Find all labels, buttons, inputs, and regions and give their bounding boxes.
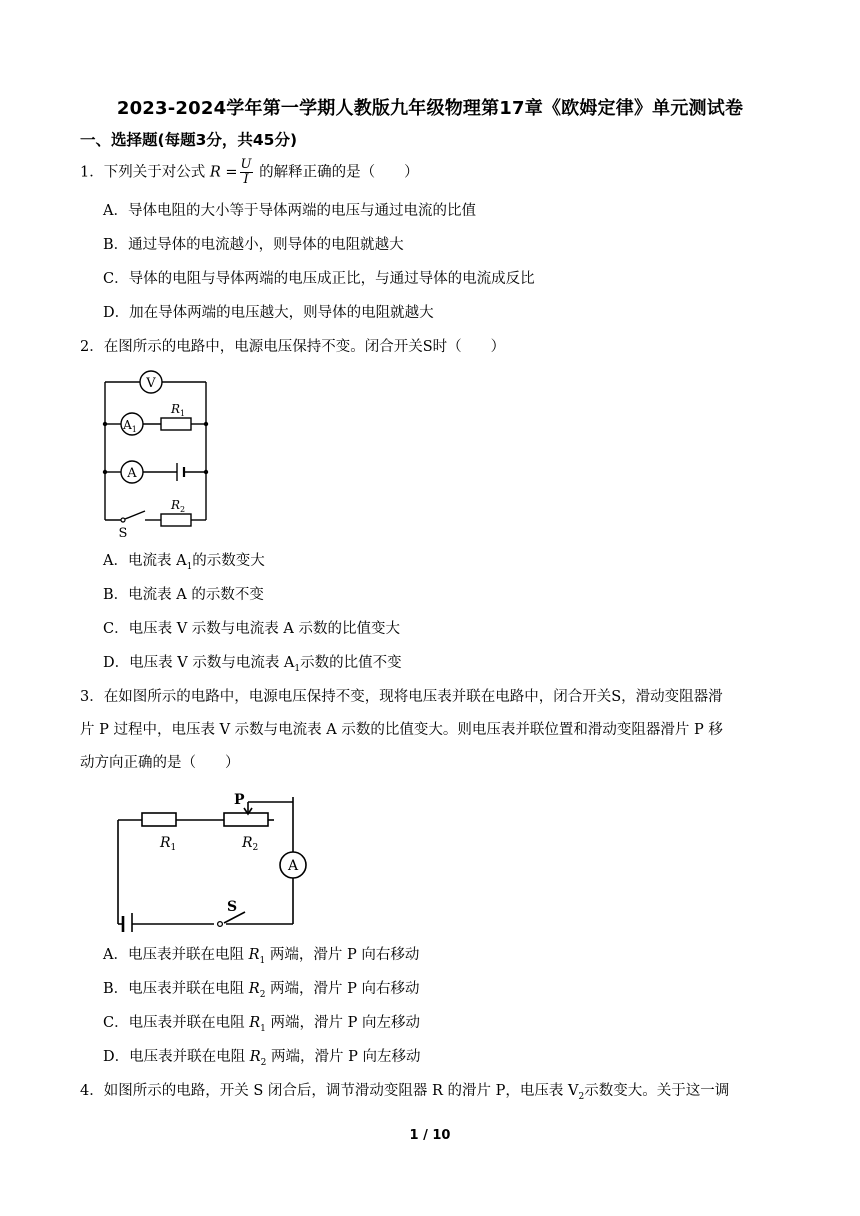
formula-fraction <box>240 158 253 187</box>
switch-s-icon <box>125 511 145 519</box>
switch-s-label: S <box>118 526 128 541</box>
question-3-option-a: A．电压表并联在电阻 $R_1$ 两端，滑片 P 向右移动 <box>103 947 420 966</box>
question-2-circuit-diagram <box>95 366 220 544</box>
question-1-option-a: A．导体电阻的大小等于导体两端的电压与通过电流的比值 <box>103 203 476 219</box>
question-2-option-a: A．电流表 $A_1$的示数变大 <box>103 553 265 572</box>
section-heading: 一、选择题(每题3分，共45分) <box>80 131 298 149</box>
formula-numerator: U <box>240 157 252 172</box>
question-3-option-d: D．电压表并联在电阻 $R_2$ 两端，滑片 P 向左移动 <box>103 1049 421 1068</box>
slider-p-label: P <box>234 792 245 808</box>
question-2-option-c: C．电压表 V 示数与电流表 A 示数的比值变大 <box>103 621 400 637</box>
question-2-option-d: D．电压表 V 示数与电流表 $A_1$示数的比值不变 <box>103 655 402 674</box>
voltmeter-label: V <box>146 376 156 391</box>
question-2-option-b: B．电流表 A 的示数不变 <box>103 587 264 603</box>
question-3-stem-line-1: 3．在如图所示的电路中，电源电压保持不变，现将电压表并联在电路中，闭合开关S，滑动变阻器滑 <box>80 689 723 705</box>
resistor-r1-icon <box>161 418 191 430</box>
question-1-option-d: D．加在导体两端的电压越大，则导体的电阻就越大 <box>103 305 434 321</box>
question-3-stem-line-3: 动方向正确的是（ ） <box>80 755 240 771</box>
ammeter-label: A <box>287 858 299 874</box>
question-4-stem: 4．如图所示的电路，开关 S 闭合后，调节滑动变阻器 R 的滑片 P，电压表 $V_2$示数变大。关于这一调 <box>80 1083 730 1102</box>
ammeter-a1-label: $A_1$ <box>123 418 137 434</box>
question-1-option-c: C．导体的电阻与导体两端的电压成正比，与通过导体的电流成反比 <box>103 271 535 287</box>
resistor-r1-label: $R_1$ <box>171 402 186 418</box>
page-title: 2023-2024学年第一学期人教版九年级物理第17章《欧姆定律》单元测试卷 <box>116 98 744 119</box>
formula-denominator: I <box>243 172 249 187</box>
resistor-r2-label: $R_2$ <box>171 498 186 514</box>
rheostat-r2-icon <box>224 813 268 826</box>
question-3-option-b: B．电压表并联在电阻 $R_2$ 两端，滑片 P 向右移动 <box>103 981 420 1000</box>
switch-s-label: S <box>227 899 238 915</box>
formula-lhs: R = <box>209 164 238 181</box>
page-number: 1 / 10 <box>409 1128 451 1143</box>
question-1-stem: 1．下列关于对公式 R = $\frac{U}{I}$ 的解释正确的是（ ） <box>80 157 419 187</box>
question-3-circuit-diagram <box>110 792 310 932</box>
rheostat-r2-label: $R_2$ <box>242 835 259 853</box>
question-2-stem: 2．在图所示的电路中，电源电压保持不变。闭合开关S时（ ） <box>80 339 506 355</box>
ammeter-a-label: A <box>127 466 137 481</box>
question-3-option-c: C．电压表并联在电阻 $R_1$ 两端，滑片 P 向左移动 <box>103 1015 420 1034</box>
question-3-stem-line-2: 片 P 过程中，电压表 V 示数与电流表 A 示数的比值变大。则电压表并联位置和滑动变阻器滑片 P 移 <box>80 722 723 738</box>
resistor-r2-icon <box>161 514 191 526</box>
question-1-option-b: B．通过导体的电流越小，则导体的电阻就越大 <box>103 237 404 253</box>
resistor-r1-icon <box>142 813 176 826</box>
resistor-r1-label: $R_1$ <box>160 835 177 853</box>
